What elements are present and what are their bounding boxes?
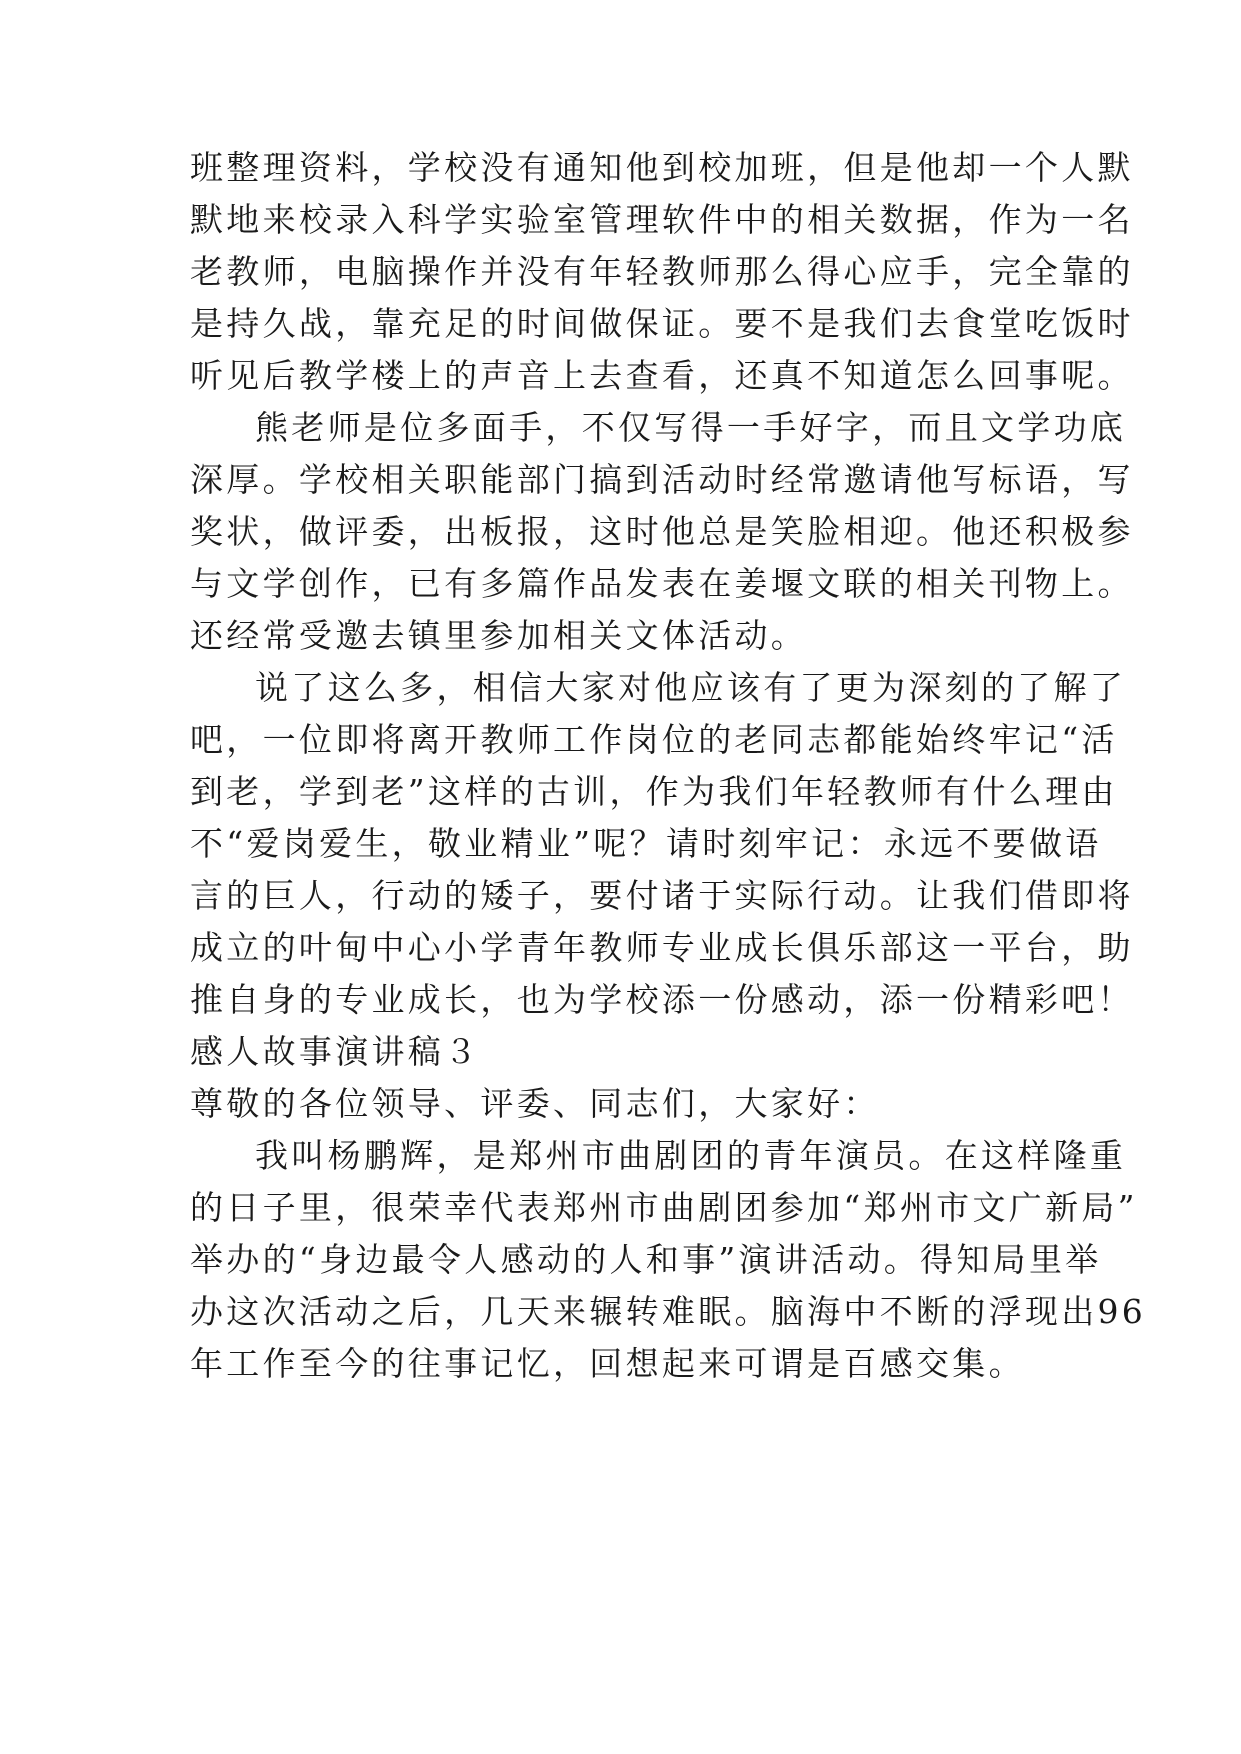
text-line: 是持久战，靠充足的时间做保证。要不是我们去食堂吃饭时 <box>190 304 1134 343</box>
text-line: 到老，学到老”这样的古训，作为我们年轻教师有什么理由 <box>190 772 1118 811</box>
text-line: 的日子里，很荣幸代表郑州市曲剧团参加“郑州市文广新局” <box>190 1188 1138 1227</box>
text-line: 默地来校录入科学实验室管理软件中的相关数据，作为一名 <box>190 200 1134 239</box>
section-heading: 感人故事演讲稿３ <box>190 1032 481 1071</box>
text-line: 举办的“身边最令人感动的人和事”演讲活动。得知局里举 <box>190 1240 1102 1279</box>
paragraph-first-line: 我叫杨鹏辉，是郑州市曲剧团的青年演员。在这样隆重 <box>255 1136 1127 1175</box>
text-line: 奖状，做评委，出板报，这时他总是笑脸相迎。他还积极参 <box>190 512 1134 551</box>
text-line: 成立的叶甸中心小学青年教师专业成长俱乐部这一平台，助 <box>190 928 1134 967</box>
text-line: 班整理资料，学校没有通知他到校加班，但是他却一个人默 <box>190 148 1134 187</box>
text-line: 年工作至今的往事记忆，回想起来可谓是百感交集。 <box>190 1344 1025 1383</box>
text-line: 听见后教学楼上的声音上去查看，还真不知道怎么回事呢。 <box>190 356 1134 395</box>
text-line: 与文学创作，已有多篇作品发表在姜堰文联的相关刊物上。 <box>190 564 1134 603</box>
text-line: 深厚。学校相关职能部门搞到活动时经常邀请他写标语，写 <box>190 460 1134 499</box>
paragraph-first-line: 说了这么多，相信大家对他应该有了更为深刻的了解了 <box>255 668 1127 707</box>
text-line: 不“爱岗爱生，敬业精业”呢？请时刻牢记：永远不要做语 <box>190 824 1102 863</box>
text-line: 言的巨人，行动的矮子，要付诸于实际行动。让我们借即将 <box>190 876 1134 915</box>
text-line: 老教师，电脑操作并没有年轻教师那么得心应手，完全靠的 <box>190 252 1134 291</box>
paragraph-first-line: 熊老师是位多面手，不仅写得一手好字，而且文学功底 <box>255 408 1127 447</box>
text-line: 还经常受邀去镇里参加相关文体活动。 <box>190 616 808 655</box>
salutation: 尊敬的各位领导、评委、同志们，大家好： <box>190 1084 880 1123</box>
text-line: 吧，一位即将离开教师工作岗位的老同志都能始终牢记“活 <box>190 720 1118 759</box>
text-line: 办这次活动之后，几天来辗转难眠。脑海中不断的浮现出96 <box>190 1292 1147 1331</box>
text-line: 推自身的专业成长，也为学校添一份感动，添一份精彩吧！ <box>190 980 1134 1019</box>
